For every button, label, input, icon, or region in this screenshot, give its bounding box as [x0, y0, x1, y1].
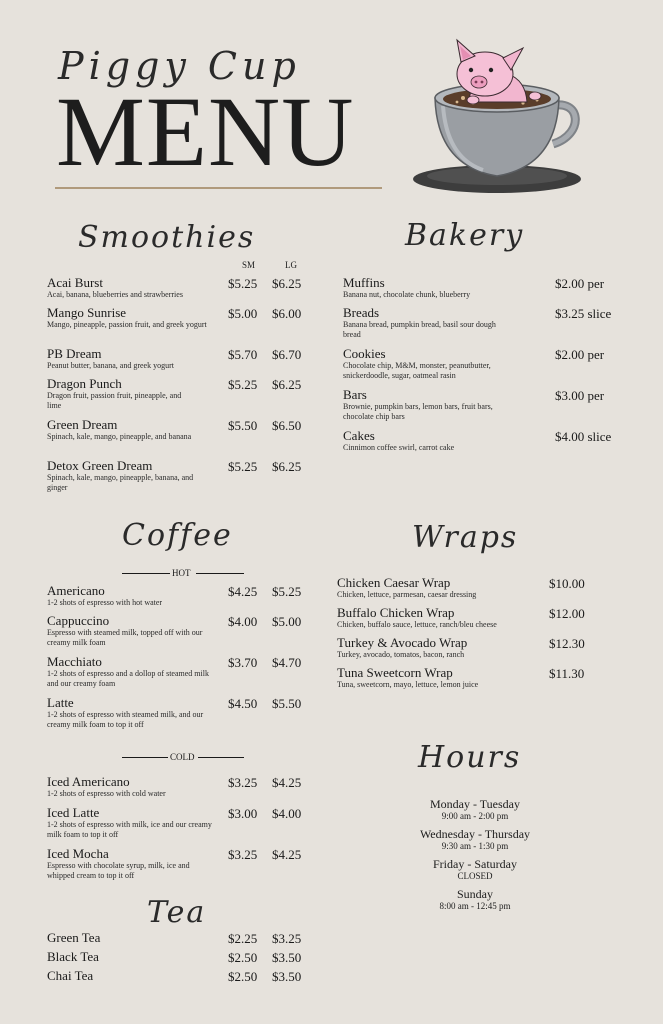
price-sm: $3.00	[228, 806, 258, 821]
item-desc: 1-2 shots of espresso with hot water	[47, 598, 163, 607]
hours-heading: Hours	[418, 740, 522, 775]
item-name: Iced Americano	[47, 774, 130, 789]
price-sm: $5.25	[228, 377, 258, 392]
item-desc: Dragon fruit, passion fruit, pineapple, and lime	[47, 391, 182, 410]
price: $12.00	[549, 606, 585, 621]
price-sm: $2.50	[228, 969, 258, 984]
size-lg-label: LG	[285, 260, 297, 270]
tea-heading: Tea	[147, 895, 207, 930]
price-sm: $5.70	[228, 347, 258, 362]
menu-item	[337, 576, 547, 600]
smoothies-heading: Smoothies	[78, 220, 256, 255]
menu-item	[47, 276, 222, 300]
item-name: Dragon Punch	[47, 376, 122, 391]
item-desc: Espresso with steamed milk, topped off with our creamy milk foam	[47, 628, 203, 647]
price-lg: $5.00	[272, 614, 302, 629]
price-sm: $3.70	[228, 655, 258, 670]
price-lg: $3.25	[272, 931, 302, 946]
price-sm: $3.25	[228, 775, 258, 790]
price-lg: $6.25	[272, 459, 302, 474]
menu-item	[47, 614, 222, 648]
price-sm: $4.25	[228, 584, 258, 599]
hours-day: Friday - Saturday	[433, 857, 517, 871]
hours-day: Monday - Tuesday	[429, 797, 520, 811]
item-name: Turkey & Avocado Wrap	[337, 635, 468, 650]
hours-day: Wednesday - Thursday	[419, 827, 531, 841]
menu-item	[337, 606, 547, 630]
item-name: Green Tea	[47, 930, 101, 945]
menu-item	[47, 950, 99, 964]
price-sm: $5.50	[228, 418, 258, 433]
item-desc: 1-2 shots of espresso with steamed milk, and our creamy milk foam to top it off	[47, 710, 204, 729]
price: $4.00 slice	[555, 429, 612, 444]
pig-in-cup-icon	[413, 36, 593, 196]
item-name: Iced Mocha	[47, 846, 109, 861]
price: $12.30	[549, 636, 585, 651]
menu-item	[47, 847, 212, 881]
menu-item	[47, 377, 197, 411]
size-sm-label: SM	[242, 260, 256, 270]
item-name: Cookies	[343, 346, 386, 361]
hours-day: Sunday	[457, 887, 493, 901]
hot-label: HOT	[172, 568, 191, 578]
price-lg: $5.50	[272, 696, 302, 711]
price-sm: $5.00	[228, 306, 258, 321]
menu-item	[47, 347, 222, 371]
divider-line	[196, 573, 244, 574]
item-name: Chai Tea	[47, 968, 94, 983]
hours-entry	[380, 798, 570, 822]
price: $2.00 per	[555, 347, 605, 362]
item-name: Detox Green Dream	[47, 458, 153, 473]
menu-item	[47, 655, 217, 689]
title-divider	[55, 187, 382, 189]
item-desc: Chicken, buffalo sauce, lettuce, ranch/bleu cheese	[337, 620, 497, 629]
hours-entry	[380, 828, 570, 852]
price: $3.00 per	[555, 388, 605, 403]
price-sm: $5.25	[228, 459, 258, 474]
price-lg: $5.25	[272, 584, 302, 599]
hours-time: 9:30 am - 1:30 pm	[441, 841, 509, 851]
hours-time: 9:00 am - 2:00 pm	[441, 811, 509, 821]
menu-item	[47, 806, 212, 840]
item-desc: Spinach, kale, mango, pineapple, banana, and ginger	[47, 473, 194, 492]
item-name: Chicken Caesar Wrap	[337, 575, 451, 590]
item-name: Bars	[343, 387, 367, 402]
menu-item	[343, 306, 508, 340]
item-name: Americano	[47, 583, 105, 598]
item-desc: Chocolate chip, M&M, monster, peanutbutter, snickerdoodle, sugar, oatmeal rasin	[343, 361, 491, 380]
divider-line	[198, 757, 244, 758]
item-name: Black Tea	[47, 949, 99, 964]
price-lg: $3.50	[272, 950, 302, 965]
price-lg: $6.25	[272, 276, 302, 291]
item-desc: Banana nut, chocolate chunk, blueberry	[343, 290, 471, 299]
price-lg: $4.25	[272, 847, 302, 862]
price-sm: $2.50	[228, 950, 258, 965]
hours-time: CLOSED	[457, 871, 493, 881]
price: $11.30	[549, 666, 585, 681]
price-lg: $6.25	[272, 377, 302, 392]
menu-item	[47, 459, 207, 493]
price-lg: $4.25	[272, 775, 302, 790]
menu-item	[337, 636, 547, 660]
price: $3.25 slice	[555, 306, 612, 321]
item-name: Cappuccino	[47, 613, 110, 628]
price-sm: $2.25	[228, 931, 258, 946]
item-name: Mango Sunrise	[47, 305, 127, 320]
item-name: Green Dream	[47, 417, 118, 432]
menu-item	[343, 388, 518, 422]
item-desc: Acai, banana, blueberries and strawberries	[47, 290, 183, 299]
divider-line	[122, 573, 170, 574]
item-name: Macchiato	[47, 654, 102, 669]
menu-item	[47, 931, 100, 945]
price-lg: $3.50	[272, 969, 302, 984]
price-lg: $6.50	[272, 418, 302, 433]
menu-item	[47, 775, 222, 799]
item-desc: Turkey, avocado, tomatos, bacon, ranch	[337, 650, 465, 659]
hours-time: 8:00 am - 12:45 pm	[439, 901, 511, 911]
divider-line	[122, 757, 168, 758]
item-desc: Banana bread, pumpkin bread, basil sour dough bread	[343, 320, 496, 339]
item-name: Latte	[47, 695, 74, 710]
price: $10.00	[549, 576, 585, 591]
coffee-heading: Coffee	[122, 518, 233, 553]
item-desc: Brownie, pumpkin bars, lemon bars, fruit bars, chocolate chip bars	[343, 402, 493, 421]
price-lg: $6.70	[272, 347, 302, 362]
item-name: PB Dream	[47, 346, 102, 361]
wraps-heading: Wraps	[412, 520, 519, 555]
item-desc: Cinnimon coffee swirl, carrot cake	[343, 443, 455, 452]
item-name: Acai Burst	[47, 275, 103, 290]
item-desc: Espresso with chocolate syrup, milk, ice and whipped cream to top it off	[47, 861, 190, 880]
menu-item	[47, 696, 225, 730]
item-name: Breads	[343, 305, 380, 320]
price: $2.00 per	[555, 276, 605, 291]
item-desc: 1-2 shots of espresso with cold water	[47, 789, 166, 798]
hours-entry	[380, 858, 570, 882]
item-desc: Chicken, lettuce, parmesan, caesar dressing	[337, 590, 477, 599]
item-desc: 1-2 shots of espresso with milk, ice and our creamy milk foam to top it off	[47, 820, 212, 839]
menu-item	[343, 347, 513, 381]
menu-item	[47, 584, 222, 608]
item-desc: Tuna, sweetcorn, mayo, lettuce, lemon juice	[337, 680, 479, 689]
menu-title: MENU	[56, 76, 355, 187]
price-sm: $4.00	[228, 614, 258, 629]
menu-item	[47, 969, 93, 983]
menu-item	[343, 429, 533, 453]
cold-label: COLD	[170, 752, 195, 762]
hours-entry	[380, 888, 570, 912]
menu-item	[47, 306, 207, 330]
price-sm: $5.25	[228, 276, 258, 291]
price-lg: $4.00	[272, 806, 302, 821]
price-lg: $6.00	[272, 306, 302, 321]
brand-name: Piggy Cup	[58, 44, 301, 88]
price-lg: $4.70	[272, 655, 302, 670]
menu-item	[343, 276, 533, 300]
item-name: Buffalo Chicken Wrap	[337, 605, 455, 620]
menu-item	[47, 418, 197, 442]
item-desc: 1-2 shots of espresso and a dollop of steamed milk and our creamy foam	[47, 669, 209, 688]
item-desc: Peanut butter, banana, and greek yogurt	[47, 361, 174, 370]
price-sm: $4.50	[228, 696, 258, 711]
price-sm: $3.25	[228, 847, 258, 862]
item-desc: Spinach, kale, mango, pineapple, and banana	[47, 432, 192, 441]
bakery-heading: Bakery	[405, 218, 525, 253]
menu-item	[337, 666, 547, 690]
item-name: Tuna Sweetcorn Wrap	[337, 665, 453, 680]
item-desc: Mango, pineapple, passion fruit, and greek yogurt	[47, 320, 207, 329]
item-name: Cakes	[343, 428, 375, 443]
item-name: Muffins	[343, 275, 385, 290]
item-name: Iced Latte	[47, 805, 100, 820]
